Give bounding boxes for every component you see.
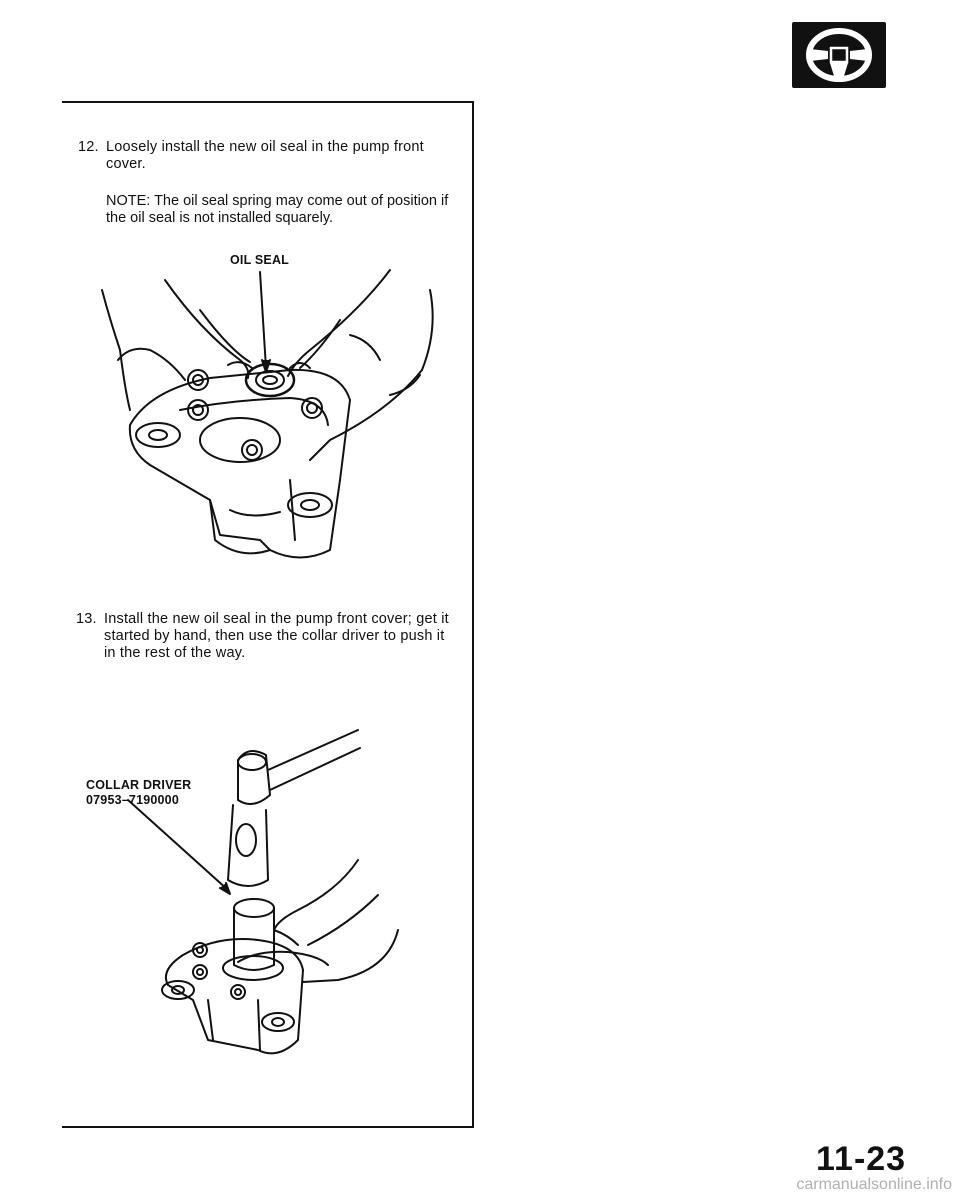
oil-seal-callout: OIL SEAL <box>230 253 290 267</box>
step-12-number: 12. <box>78 139 99 155</box>
step-13-number: 13. <box>76 611 97 627</box>
step-13-text: Install the new oil seal in the pump front cover; get it started by hand, then use the collar driver to push it in the rest of the way. <box>104 611 449 661</box>
steering-wheel-icon <box>792 22 886 88</box>
step-12-note: NOTE: The oil seal spring may come out of position if the oil seal is not installed squarely. <box>106 193 449 226</box>
collar-driver-name: COLLAR DRIVER <box>86 778 192 792</box>
side-rule <box>472 101 474 1128</box>
bottom-rule <box>62 1126 474 1128</box>
step-12-text: Loosely install the new oil seal in the pump front cover. <box>106 139 424 172</box>
page-number: 11-23 <box>816 1140 907 1178</box>
collar-driver-illustration <box>88 700 408 1090</box>
watermark: carmanualsonline.info <box>796 1176 952 1193</box>
collar-driver-part-number: 07953–7190000 <box>86 793 179 807</box>
oil-seal-illustration <box>90 250 450 590</box>
top-rule <box>62 101 474 103</box>
